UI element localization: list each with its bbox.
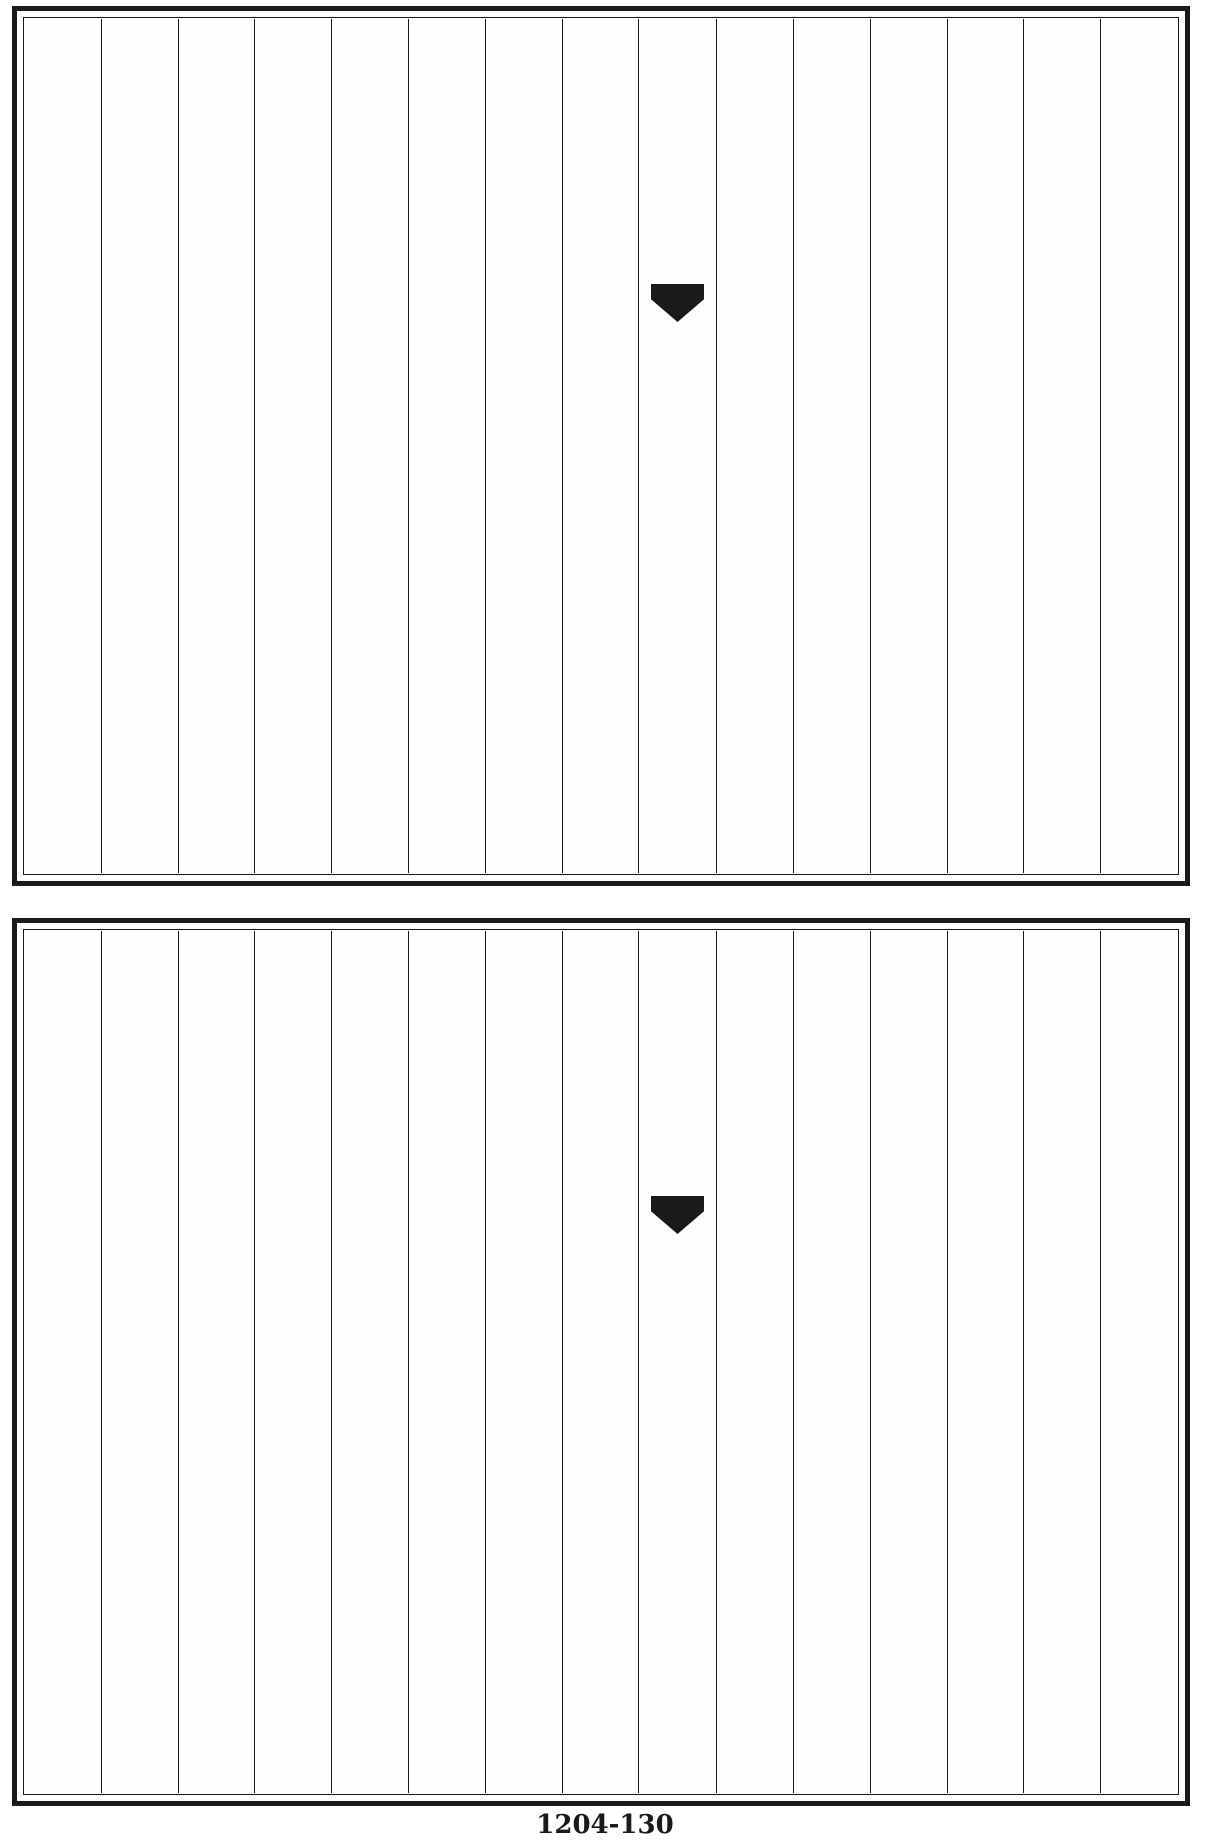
page-number-caption: 1204-130 xyxy=(536,1810,674,1840)
text-column xyxy=(254,19,331,873)
text-column xyxy=(101,19,178,873)
centre-fold-band xyxy=(638,19,716,873)
text-column xyxy=(793,19,870,873)
lower-page-panel xyxy=(12,918,1190,1806)
text-column xyxy=(331,19,408,873)
text-column xyxy=(1100,931,1177,1793)
text-column xyxy=(947,931,1024,1793)
lower-page-columns xyxy=(25,931,1177,1793)
text-column xyxy=(485,19,562,873)
text-column xyxy=(254,931,331,1793)
text-column xyxy=(562,931,639,1793)
text-column xyxy=(485,931,562,1793)
text-column xyxy=(408,931,485,1793)
text-column xyxy=(716,931,793,1793)
text-column xyxy=(793,931,870,1793)
upper-page-panel xyxy=(12,6,1190,886)
text-column xyxy=(25,931,101,1793)
text-column xyxy=(870,19,947,873)
text-column xyxy=(870,931,947,1793)
text-column xyxy=(947,19,1024,873)
text-column xyxy=(716,19,793,873)
text-column xyxy=(331,931,408,1793)
text-column xyxy=(101,931,178,1793)
upper-page-columns xyxy=(25,19,1177,873)
text-column xyxy=(1100,19,1177,873)
text-column xyxy=(408,19,485,873)
text-column xyxy=(1023,19,1100,873)
fish-tail-mark-icon xyxy=(651,1196,704,1234)
text-column xyxy=(562,19,639,873)
centre-fold-band xyxy=(638,931,716,1793)
text-column xyxy=(25,19,101,873)
fish-tail-mark-icon xyxy=(651,284,704,322)
text-column xyxy=(1023,931,1100,1793)
text-column xyxy=(178,931,255,1793)
text-column xyxy=(178,19,255,873)
